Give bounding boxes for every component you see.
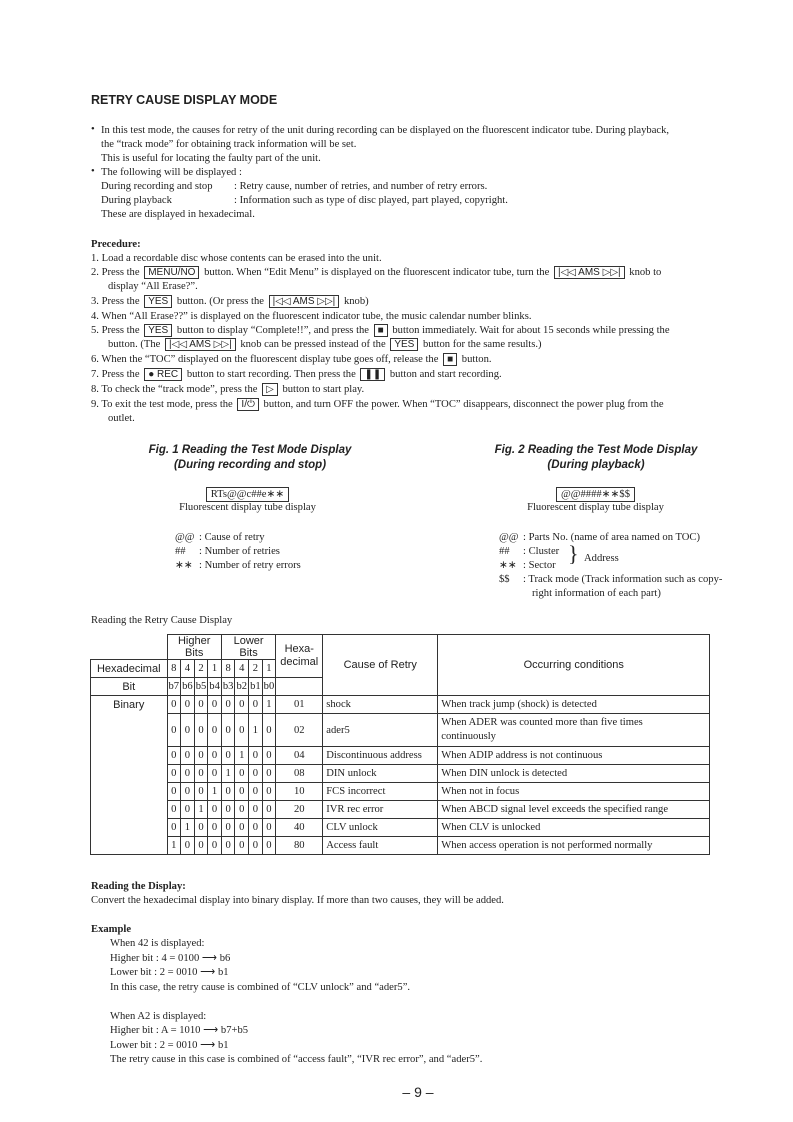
- bit-value-cell: 0: [167, 714, 181, 747]
- row-label: [91, 837, 168, 855]
- bit-value-cell: 0: [208, 819, 222, 837]
- bit-value-cell: 0: [235, 696, 249, 714]
- bit-cell: b7: [167, 678, 181, 696]
- step-text: button. When “Edit Menu” is displayed on the fluorescent indicator tube, turn the: [204, 267, 550, 278]
- condition-cell: [438, 765, 710, 783]
- bit-value-cell: 0: [262, 837, 276, 855]
- bit-value-cell: 0: [208, 714, 222, 747]
- hex-cell: 01: [276, 696, 323, 714]
- table-row: [91, 801, 710, 819]
- stop-button-icon: ■: [443, 353, 457, 366]
- cause-cell: Access fault: [323, 837, 438, 855]
- menu-no-button: MENU/NO: [144, 266, 199, 279]
- cause-cell: IVR rec error: [323, 801, 438, 819]
- bit-value-cell: 0: [221, 819, 235, 837]
- bit-value-cell: 0: [208, 696, 222, 714]
- ams-knob: |◁◁ AMS ▷▷|: [554, 266, 625, 279]
- bullet-icon: •: [91, 166, 95, 177]
- bit-value-cell: 0: [221, 714, 235, 747]
- bit-value-cell: 0: [181, 765, 195, 783]
- bit-value-cell: 0: [194, 714, 208, 747]
- bullet-icon: •: [91, 124, 95, 135]
- hex-cell: 40: [276, 819, 323, 837]
- bit-value-cell: 1: [208, 783, 222, 801]
- legend-item: [499, 531, 769, 545]
- yes-button: YES: [144, 324, 172, 337]
- example-text: Lower bit : 2 = 0010 ⟶ b1: [110, 1040, 229, 1051]
- address-label: Address: [584, 553, 619, 564]
- figure-2: [466, 443, 726, 473]
- intro-text: The following will be displayed :: [101, 167, 242, 178]
- bit-value-cell: 0: [194, 837, 208, 855]
- row-label: [91, 783, 168, 801]
- figure-subtitle: (During recording and stop): [173, 459, 327, 471]
- row-label: [91, 765, 168, 783]
- step-text: 6. When the “TOC” displayed on the fluorescent display tube goes off, release the: [91, 354, 439, 365]
- bit-cell: b6: [181, 678, 195, 696]
- condition-cell: [438, 801, 710, 819]
- legend-text: : Parts No. (name of area named on TOC): [523, 532, 701, 543]
- table-row: [91, 696, 710, 714]
- cause-cell: ader5: [323, 714, 438, 747]
- bit-value-cell: 0: [208, 747, 222, 765]
- bit-value-cell: 0: [235, 714, 249, 747]
- bit-value-cell: 0: [167, 819, 181, 837]
- bit-cell: b4: [208, 678, 222, 696]
- stop-button-icon: ■: [374, 324, 388, 337]
- display-readout: RTs@@c##e∗∗: [206, 487, 290, 502]
- bit-value-cell: 0: [208, 765, 222, 783]
- row-label: [91, 819, 168, 837]
- condition-text: When ADER was counted more than five times: [441, 717, 643, 728]
- condition-text: When track jump (shock) is detected: [441, 699, 597, 710]
- weight-cell: 2: [194, 660, 208, 678]
- bit-value-cell: 0: [262, 747, 276, 765]
- yes-button: YES: [144, 295, 172, 308]
- weight-cell: 8: [167, 660, 181, 678]
- condition-cell: [438, 819, 710, 837]
- hex-cell: 02: [276, 714, 323, 747]
- bit-value-cell: 0: [208, 801, 222, 819]
- legend-symbol: ##: [175, 546, 186, 557]
- fig2-display: [468, 487, 723, 502]
- legend-text: right information of each part): [532, 588, 661, 599]
- rec-button: ● REC: [144, 368, 182, 381]
- bit-cell: b0: [262, 678, 276, 696]
- step-text: button to display “Complete!!”, and press the: [176, 325, 370, 336]
- intro-text: the “track mode” for obtaining track information will be set.: [101, 139, 357, 150]
- procedure-step: [108, 338, 542, 352]
- hex-cell: 20: [276, 801, 323, 819]
- power-button-icon: I/⏻: [237, 398, 258, 411]
- step-text: button. (The: [108, 339, 161, 350]
- legend-text: : Sector: [523, 560, 556, 571]
- page-number: – 9 –: [402, 1084, 434, 1100]
- bit-value-cell: 1: [235, 747, 249, 765]
- weight-cell: 1: [262, 660, 276, 678]
- condition-text: When DIN unlock is detected: [441, 768, 568, 779]
- display-readout: @@####∗∗$$: [556, 487, 635, 502]
- bit-value-cell: 0: [249, 837, 263, 855]
- bit-value-cell: 1: [194, 801, 208, 819]
- intro-text: During recording and stop: [101, 181, 213, 192]
- step-text: knob): [343, 296, 369, 307]
- step-text: 9. To exit the test mode, press the: [91, 399, 233, 410]
- bit-value-cell: 1: [249, 714, 263, 747]
- legend-symbol: @@: [499, 532, 519, 543]
- condition-text: When access operation is not performed normally: [441, 840, 653, 851]
- condition-cell: [438, 783, 710, 801]
- bit-value-cell: 0: [235, 819, 249, 837]
- bit-value-cell: 0: [181, 696, 195, 714]
- procedure-step: [91, 266, 661, 280]
- bit-value-cell: 0: [194, 696, 208, 714]
- reading-text: Convert the hexadecimal display into binary display. If more than two causes, they will be added.: [91, 895, 504, 906]
- row-label: [91, 801, 168, 819]
- step-text: button and start recording.: [389, 369, 502, 380]
- procedure-step: [91, 383, 364, 397]
- table-row: [91, 714, 710, 747]
- bit-value-cell: 0: [249, 801, 263, 819]
- legend-symbol: ##: [499, 546, 510, 557]
- bit-value-cell: 0: [221, 783, 235, 801]
- procedure-step: [91, 368, 502, 382]
- condition-text: continuously: [441, 731, 496, 742]
- bit-value-cell: 0: [221, 837, 235, 855]
- bit-value-cell: 0: [235, 801, 249, 819]
- figure-1: [120, 443, 380, 473]
- intro-text: : Retry cause, number of retries, and number of retry errors.: [234, 181, 488, 192]
- procedure-step: 1. Load a recordable disc whose contents can be erased into the unit.: [91, 253, 382, 264]
- bit-cell: b3: [221, 678, 235, 696]
- step-text: 5. Press the: [91, 325, 140, 336]
- step-text: button to start play.: [282, 384, 365, 395]
- intro-text: : Information such as type of disc played, part played, copyright.: [234, 195, 508, 206]
- condition-text: When ADIP address is not continuous: [441, 750, 603, 761]
- bit-value-cell: 0: [235, 783, 249, 801]
- step-text: 8. To check the “track mode”, press the: [91, 384, 258, 395]
- step-text: knob can be pressed instead of the: [240, 339, 386, 350]
- bit-value-cell: 0: [181, 747, 195, 765]
- bit-value-cell: 1: [167, 837, 181, 855]
- table-row: [91, 819, 710, 837]
- example-text: Lower bit : 2 = 0010 ⟶ b1: [110, 967, 229, 978]
- pause-button-icon: ❚❚: [360, 368, 385, 381]
- step-text: knob to: [629, 267, 662, 278]
- step-text: 3. Press the: [91, 296, 140, 307]
- ams-knob: |◁◁ AMS ▷▷|: [269, 295, 340, 308]
- yes-button: YES: [390, 338, 418, 351]
- legend-item: [175, 545, 301, 559]
- bit-value-cell: 0: [249, 783, 263, 801]
- reading-heading: Reading the Display:: [91, 881, 186, 892]
- bit-value-cell: 0: [167, 696, 181, 714]
- legend-item: [175, 559, 301, 573]
- bit-label: Bit: [91, 678, 168, 696]
- legend-item: [175, 531, 301, 545]
- bit-value-cell: 0: [262, 714, 276, 747]
- bit-value-cell: 0: [235, 837, 249, 855]
- bit-value-cell: 1: [262, 696, 276, 714]
- cause-cell: shock: [323, 696, 438, 714]
- condition-cell: [438, 696, 710, 714]
- bit-value-cell: 0: [167, 747, 181, 765]
- condition-text: When CLV is unlocked: [441, 822, 541, 833]
- fig1-caption: Fluorescent display tube display: [179, 502, 316, 513]
- cause-cell: CLV unlock: [323, 819, 438, 837]
- procedure-step: [91, 324, 670, 338]
- header-text: Hexa-: [284, 643, 314, 655]
- table-row: [91, 747, 710, 765]
- bit-value-cell: 0: [194, 747, 208, 765]
- procedure-step: [91, 295, 369, 309]
- condition-header: Occurring conditions: [438, 635, 710, 696]
- figure-subtitle: (During playback): [547, 459, 645, 471]
- cause-cell: DIN unlock: [323, 765, 438, 783]
- bit-value-cell: 0: [221, 747, 235, 765]
- legend-item: [499, 559, 769, 573]
- weight-cell: 4: [235, 660, 249, 678]
- hex-cell: 80: [276, 837, 323, 855]
- bit-value-cell: 0: [221, 801, 235, 819]
- condition-cell: [438, 714, 710, 747]
- table-caption: Reading the Retry Cause Display: [91, 615, 233, 626]
- bit-value-cell: 0: [262, 819, 276, 837]
- bit-value-cell: 0: [194, 819, 208, 837]
- bit-value-cell: 0: [221, 696, 235, 714]
- cause-header: Cause of Retry: [323, 635, 438, 696]
- bit-value-cell: 0: [249, 696, 263, 714]
- legend-symbol: ∗∗: [175, 560, 193, 571]
- intro-text: These are displayed in hexadecimal.: [101, 209, 255, 220]
- hex-cell: 04: [276, 747, 323, 765]
- procedure-step: 4. When “All Erase??” is displayed on the fluorescent indicator tube, the music calendar number blinks.: [91, 311, 532, 322]
- row-label: [91, 714, 168, 747]
- step-text: button immediately. Wait for about 15 seconds while pressing the: [392, 325, 670, 336]
- step-text: button to start recording. Then press the: [186, 369, 356, 380]
- bit-cell: b1: [249, 678, 263, 696]
- bit-value-cell: 0: [181, 801, 195, 819]
- bit-value-cell: 0: [181, 837, 195, 855]
- legend-item: [499, 545, 769, 559]
- play-button-icon: ▷: [262, 383, 278, 396]
- higher-bits-header: Higher Bits: [167, 635, 221, 660]
- fig1-legend: [175, 531, 301, 573]
- bit-value-cell: 0: [181, 714, 195, 747]
- weight-cell: 8: [221, 660, 235, 678]
- example-text: In this case, the retry cause is combined of “CLV unlock” and “ader5”.: [110, 982, 411, 993]
- bit-value-cell: 0: [167, 801, 181, 819]
- bit-value-cell: 0: [235, 765, 249, 783]
- weight-cell: 4: [181, 660, 195, 678]
- condition-text: When ABCD signal level exceeds the specified range: [441, 804, 669, 815]
- lower-bits-header: Lower Bits: [221, 635, 275, 660]
- step-text: button. (Or press the: [176, 296, 264, 307]
- fig2-caption: Fluorescent display tube display: [527, 502, 664, 513]
- legend-item: [499, 573, 769, 587]
- bit-value-cell: 0: [249, 747, 263, 765]
- row-label: Binary: [91, 696, 168, 714]
- example-text: When A2 is displayed:: [110, 1011, 207, 1022]
- figure-title: Fig. 1 Reading the Test Mode Display: [148, 444, 352, 456]
- example-text: Higher bit : 4 = 0100 ⟶ b6: [110, 953, 231, 964]
- step-text: 2. Press the: [91, 267, 140, 278]
- legend-symbol: $$: [499, 574, 510, 585]
- bit-value-cell: 0: [181, 783, 195, 801]
- hexadecimal-header: [276, 635, 323, 678]
- cause-cell: Discontinuous address: [323, 747, 438, 765]
- brace-icon: }: [568, 541, 579, 566]
- fig2-legend: [499, 531, 769, 601]
- procedure-step: [91, 398, 664, 412]
- procedure-heading: Precedure:: [91, 239, 141, 250]
- procedure-step: [91, 353, 492, 367]
- bit-value-cell: 0: [194, 765, 208, 783]
- procedure-step: display “All Erase?”.: [108, 281, 198, 292]
- table-row: [91, 765, 710, 783]
- bit-value-cell: 0: [262, 801, 276, 819]
- bit-value-cell: 0: [249, 765, 263, 783]
- bit-value-cell: 0: [262, 765, 276, 783]
- bit-value-cell: 1: [181, 819, 195, 837]
- intro-text: This is useful for locating the faulty part of the unit.: [101, 153, 321, 164]
- example-text: Higher bit : A = 1010 ⟶ b7+b5: [110, 1025, 249, 1036]
- legend-text: : Number of retries: [199, 546, 280, 557]
- procedure-step: outlet.: [108, 413, 135, 424]
- weight-cell: 2: [249, 660, 263, 678]
- legend-text: : Number of retry errors: [199, 560, 301, 571]
- condition-cell: [438, 747, 710, 765]
- example-text: When 42 is displayed:: [110, 938, 205, 949]
- header-text: decimal: [280, 656, 319, 668]
- bit-cell: b5: [194, 678, 208, 696]
- bit-cell: b2: [235, 678, 249, 696]
- figure-title: Fig. 2 Reading the Test Mode Display: [494, 444, 698, 456]
- bit-value-cell: 1: [221, 765, 235, 783]
- hex-cell: 08: [276, 765, 323, 783]
- bit-value-cell: 0: [262, 783, 276, 801]
- row-label: [91, 747, 168, 765]
- intro-text: During playback: [101, 195, 172, 206]
- example-text: The retry cause in this case is combined of “access fault”, “IVR rec error”, and “ader5”.: [110, 1054, 483, 1065]
- intro-text: In this test mode, the causes for retry of the unit during recording can be displayed on the fluorescent indicator tube. During playback,: [101, 125, 670, 136]
- bit-value-cell: 0: [249, 819, 263, 837]
- table-row: [91, 783, 710, 801]
- example-heading: Example: [91, 924, 132, 935]
- step-text: button.: [461, 354, 492, 365]
- condition-cell: [438, 837, 710, 855]
- step-text: button, and turn OFF the power. When “TOC” disappears, disconnect the power plug from the: [263, 399, 664, 410]
- bit-value-cell: 0: [194, 783, 208, 801]
- hexadecimal-label: Hexadecimal: [91, 660, 168, 678]
- retry-cause-table: [90, 634, 710, 855]
- hex-cell: 10: [276, 783, 323, 801]
- legend-text: : Cluster: [523, 546, 560, 557]
- ams-knob: |◁◁ AMS ▷▷|: [165, 338, 236, 351]
- legend-symbol: @@: [175, 532, 195, 543]
- legend-symbol: ∗∗: [499, 560, 517, 571]
- fig1-display: [120, 487, 375, 502]
- cause-cell: FCS incorrect: [323, 783, 438, 801]
- legend-text: : Track mode (Track information such as copy-: [523, 574, 723, 585]
- bit-value-cell: 0: [167, 783, 181, 801]
- weight-cell: 1: [208, 660, 222, 678]
- page-title: RETRY CAUSE DISPLAY MODE: [91, 93, 278, 107]
- bit-value-cell: 0: [167, 765, 181, 783]
- table-row: [91, 837, 710, 855]
- bit-value-cell: 0: [208, 837, 222, 855]
- legend-text: : Cause of retry: [199, 532, 265, 543]
- condition-text: When not in focus: [441, 786, 520, 797]
- table-header-row: [91, 635, 710, 660]
- step-text: button for the same results.): [422, 339, 542, 350]
- step-text: 7. Press the: [91, 369, 140, 380]
